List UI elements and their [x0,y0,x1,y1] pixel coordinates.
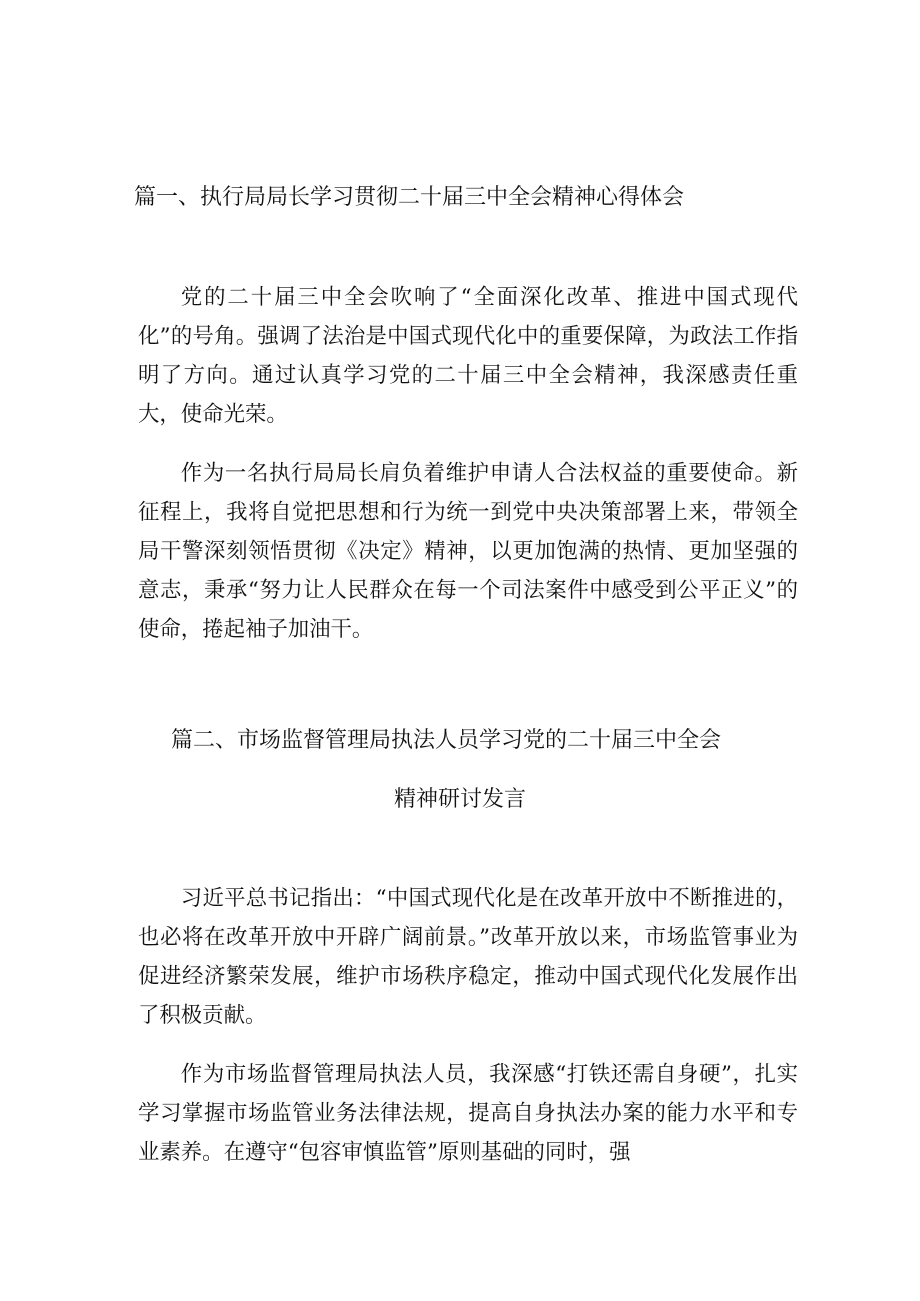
section1-title: 篇一、执行局局长学习贯彻二十届三中全会精神心得体会 [134,185,685,210]
section2-paragraph-2: 作为市场监督管理局执法人员，我深感“打铁还需自身硬”，扎实学习掌握市场监管业务法律法规，提高自身执法办案的能力水平和专业素养。在遵守“包容审慎监管”原则基础的同时，强 [138,1062,798,1165]
section1-paragraph-2: 作为一名执行局局长肩负着维护申请人合法权益的重要使命。新征程上，我将自觉把思想和行为统一到党中央决策部署上来，带领全局干警深刻领悟贯彻《决定》精神，以更加饱满的热情、更加坚强的意志，秉承“努力让人民群众在每一个司法案件中感受到公平正义”的使命，捲起袖子加油干。 [138,461,798,642]
section2-paragraph-1: 习近平总书记指出：“中国式现代化是在改革开放中不断推进的，也必将在改革开放中开辟广阔前景。”改革开放以来，市场监管事业为促进经济繁荣发展，维护市场秩序稳定，推动中国式现代化发展作出了积极贡献。 [138,886,798,1028]
section1-paragraph-1: 党的二十届三中全会吹响了“全面深化改革、推进中国式现代化”的号角。强调了法治是中国式现代化中的重要保障，为政法工作指明了方向。通过认真学习党的二十届三中全会精神，我深感责任重大，使命光荣。 [138,285,798,427]
section2-title-line1: 篇二、市场监督管理局执法人员学习党的二十届三中全会 [171,728,722,753]
section2-title-line2: 精神研讨发言 [393,787,526,812]
